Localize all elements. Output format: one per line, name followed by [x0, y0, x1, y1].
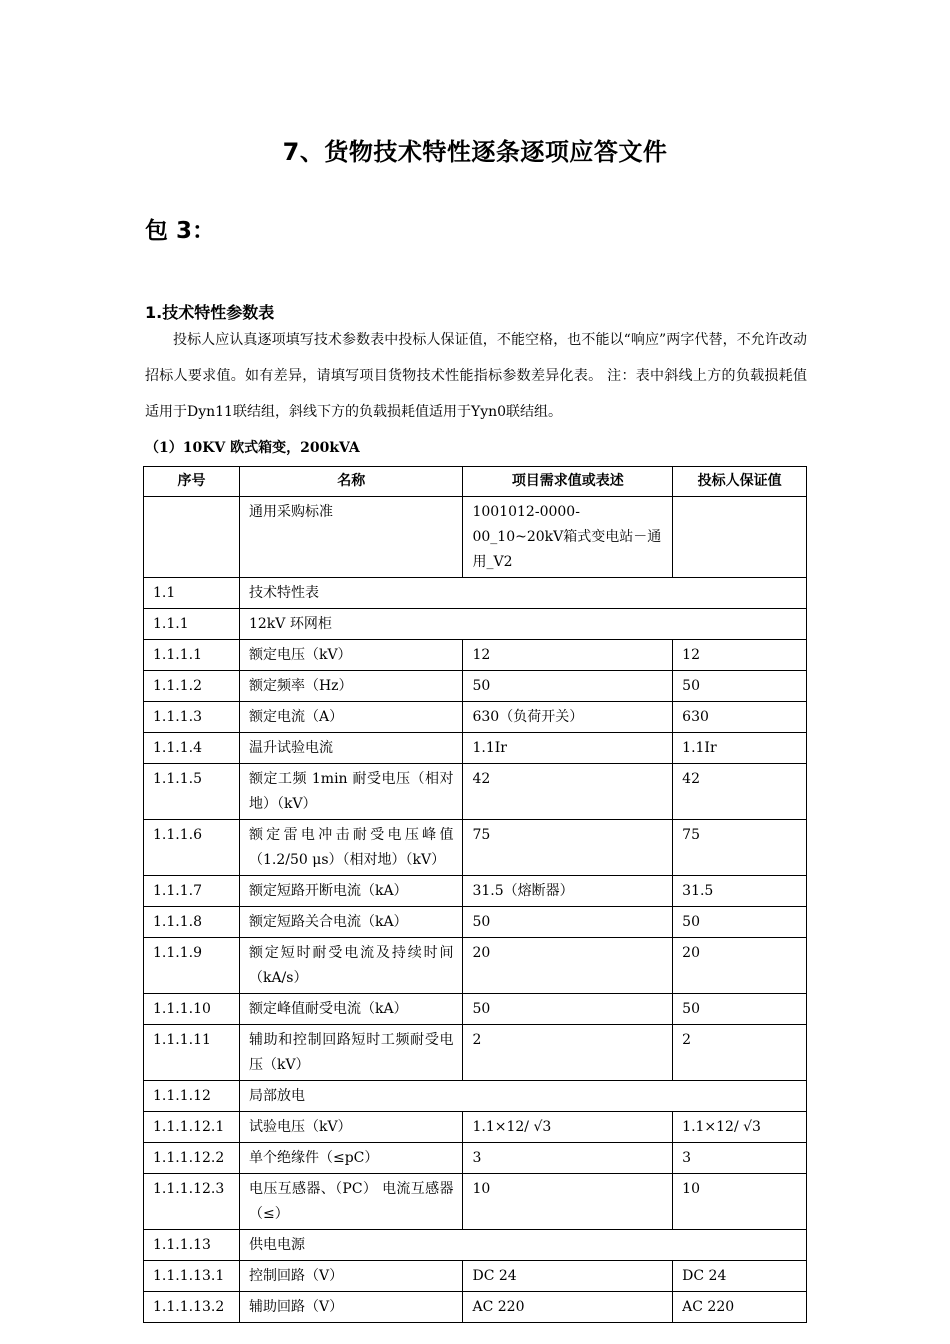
row-guarantee-cell: 12	[673, 640, 807, 671]
table-row	[144, 1261, 807, 1292]
header-requirement: 项目需求值或表述	[463, 467, 673, 497]
table-row	[144, 1112, 807, 1143]
row-requirement-cell: 630（负荷开关）	[463, 702, 673, 733]
row-index-cell: 1.1	[144, 578, 240, 609]
row-name-cell: 温升试验电流	[239, 733, 463, 764]
row-index-cell: 1.1.1	[144, 609, 240, 640]
row-requirement-cell: 1.1×12/ √3	[463, 1112, 673, 1143]
table-row	[144, 820, 807, 876]
table-row	[144, 578, 807, 609]
row-name-cell: 辅助和控制回路短时工频耐受电压（kV）	[239, 1025, 463, 1081]
row-name-cell: 12kV 环网柜	[239, 609, 806, 640]
row-index-cell	[144, 497, 240, 578]
row-name-cell: 辅助回路（V）	[239, 1292, 463, 1323]
table-row	[144, 640, 807, 671]
table-row	[144, 702, 807, 733]
row-guarantee-cell: 31.5	[673, 876, 807, 907]
row-index-cell: 1.1.1.12.2	[144, 1143, 240, 1174]
table-row	[144, 994, 807, 1025]
row-requirement-cell: 1001012-0000-00_10~20kV箱式变电站－通用_V2	[463, 497, 673, 578]
table-row	[144, 876, 807, 907]
row-name-cell: 控制回路（V）	[239, 1261, 463, 1292]
row-index-cell: 1.1.1.7	[144, 876, 240, 907]
table-row	[144, 1143, 807, 1174]
table-subtitle: （1）10KV 欧式箱变，200kVA	[145, 440, 360, 456]
row-name-cell: 额定短路关合电流（kA）	[239, 907, 463, 938]
table-row	[144, 671, 807, 702]
row-index-cell: 1.1.1.5	[144, 764, 240, 820]
row-index-cell: 1.1.1.11	[144, 1025, 240, 1081]
row-name-cell: 额定电流（A）	[239, 702, 463, 733]
row-index-cell: 1.1.1.1	[144, 640, 240, 671]
table-row	[144, 497, 807, 578]
row-name-cell: 局部放电	[239, 1081, 806, 1112]
row-guarantee-cell: 630	[673, 702, 807, 733]
header-guarantee: 投标人保证值	[673, 467, 807, 497]
row-index-cell: 1.1.1.10	[144, 994, 240, 1025]
row-guarantee-cell: 50	[673, 907, 807, 938]
row-name-cell: 额定电压（kV）	[239, 640, 463, 671]
row-guarantee-cell: DC 24	[673, 1261, 807, 1292]
row-requirement-cell: 1.1Ir	[463, 733, 673, 764]
row-requirement-cell: 20	[463, 938, 673, 994]
row-name-cell: 额定短路开断电流（kA）	[239, 876, 463, 907]
row-guarantee-cell: 75	[673, 820, 807, 876]
row-index-cell: 1.1.1.13	[144, 1230, 240, 1261]
row-name-cell: 通用采购标准	[239, 497, 463, 578]
row-index-cell: 1.1.1.13.2	[144, 1292, 240, 1323]
row-requirement-cell: 31.5（熔断器）	[463, 876, 673, 907]
row-guarantee-cell: 3	[673, 1143, 807, 1174]
row-index-cell: 1.1.1.12	[144, 1081, 240, 1112]
row-guarantee-cell: 50	[673, 671, 807, 702]
spec-table	[143, 466, 807, 1323]
row-guarantee-cell: 20	[673, 938, 807, 994]
table-row	[144, 1081, 807, 1112]
row-guarantee-cell: 2	[673, 1025, 807, 1081]
row-requirement-cell: 75	[463, 820, 673, 876]
row-guarantee-cell: 50	[673, 994, 807, 1025]
row-index-cell: 1.1.1.3	[144, 702, 240, 733]
row-requirement-cell: 3	[463, 1143, 673, 1174]
row-requirement-cell: 50	[463, 671, 673, 702]
row-name-cell: 单个绝缘件（≤pC）	[239, 1143, 463, 1174]
row-requirement-cell: 50	[463, 907, 673, 938]
header-name: 名称	[239, 467, 463, 497]
instruction-paragraph: 投标人应认真逐项填写技术参数表中投标人保证值，不能空格，也不能以“响应”两字代替，不允许改动招标人要求值。如有差异，请填写项目货物技术性能指标参数差异化表。 注：表中斜线上方的负载损耗值适用于Dyn11联结组，斜线下方的负载损耗值适用于Yyn0联结组。	[145, 332, 807, 420]
row-guarantee-cell: 42	[673, 764, 807, 820]
row-name-cell: 额定频率（Hz）	[239, 671, 463, 702]
table-row	[144, 1025, 807, 1081]
row-guarantee-cell	[673, 497, 807, 578]
table-row	[144, 609, 807, 640]
header-index: 序号	[144, 467, 240, 497]
row-requirement-cell: 2	[463, 1025, 673, 1081]
row-index-cell: 1.1.1.8	[144, 907, 240, 938]
row-name-cell: 额定工频 1min 耐受电压（相对地）（kV）	[239, 764, 463, 820]
row-requirement-cell: DC 24	[463, 1261, 673, 1292]
table-header-row	[144, 467, 807, 497]
row-name-cell: 供电电源	[239, 1230, 806, 1261]
row-name-cell: 额定雷电冲击耐受电压峰值（1.2/50 μs）（相对地）（kV）	[239, 820, 463, 876]
row-requirement-cell: 10	[463, 1174, 673, 1230]
table-row	[144, 938, 807, 994]
row-index-cell: 1.1.1.6	[144, 820, 240, 876]
row-name-cell: 额定短时耐受电流及持续时间（kA/s）	[239, 938, 463, 994]
row-guarantee-cell: AC 220	[673, 1292, 807, 1323]
row-index-cell: 1.1.1.13.1	[144, 1261, 240, 1292]
row-requirement-cell: AC 220	[463, 1292, 673, 1323]
document-title: 7、货物技术特性逐条逐项应答文件	[282, 138, 668, 166]
table-row	[144, 1230, 807, 1261]
row-name-cell: 额定峰值耐受电流（kA）	[239, 994, 463, 1025]
table-row	[144, 733, 807, 764]
row-guarantee-cell: 1.1Ir	[673, 733, 807, 764]
package-heading: 包 3：	[145, 218, 216, 244]
row-requirement-cell: 12	[463, 640, 673, 671]
row-name-cell: 试验电压（kV）	[239, 1112, 463, 1143]
table-row	[144, 764, 807, 820]
table-row	[144, 1292, 807, 1323]
section-heading: 1.技术特性参数表	[145, 303, 275, 322]
table-row	[144, 1174, 807, 1230]
table-row	[144, 907, 807, 938]
row-requirement-cell: 42	[463, 764, 673, 820]
row-guarantee-cell: 1.1×12/ √3	[673, 1112, 807, 1143]
spec-table-body	[144, 497, 807, 1323]
row-index-cell: 1.1.1.12.1	[144, 1112, 240, 1143]
row-index-cell: 1.1.1.12.3	[144, 1174, 240, 1230]
row-index-cell: 1.1.1.2	[144, 671, 240, 702]
row-index-cell: 1.1.1.4	[144, 733, 240, 764]
row-name-cell: 技术特性表	[239, 578, 806, 609]
row-name-cell: 电压互感器、（PC） 电流互感器 （≤）	[239, 1174, 463, 1230]
row-index-cell: 1.1.1.9	[144, 938, 240, 994]
row-requirement-cell: 50	[463, 994, 673, 1025]
row-guarantee-cell: 10	[673, 1174, 807, 1230]
